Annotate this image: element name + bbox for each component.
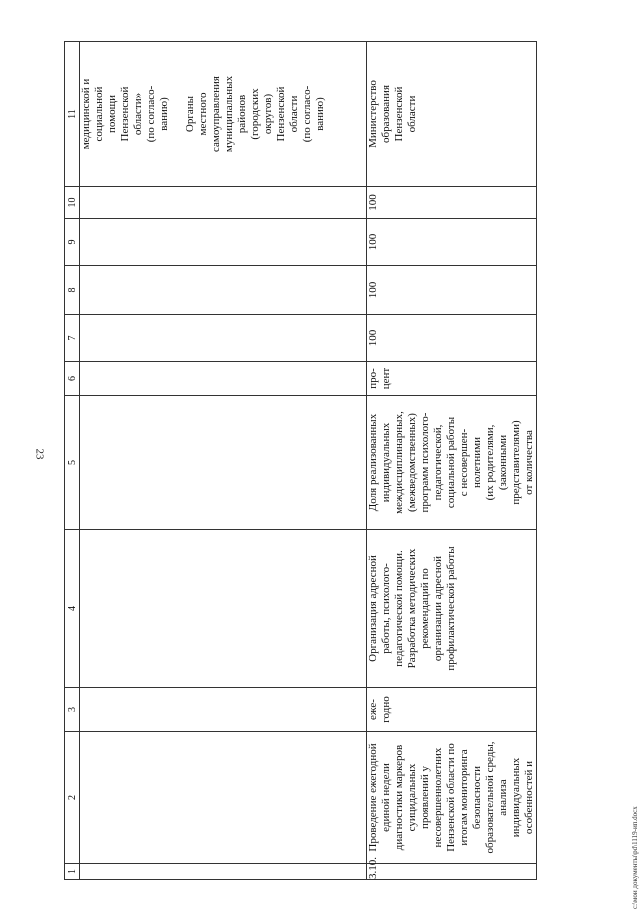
column-header-10: 10 bbox=[65, 187, 80, 219]
value-text: 100 bbox=[367, 233, 379, 251]
column-header-3: 3 bbox=[65, 688, 80, 732]
item-number-cell bbox=[367, 857, 537, 880]
value-text: 100 bbox=[367, 194, 379, 211]
table-cell bbox=[80, 362, 367, 396]
value-text: 100 bbox=[367, 281, 379, 299]
table-cell bbox=[80, 688, 367, 732]
value-cell bbox=[367, 187, 537, 219]
measures-table bbox=[64, 41, 537, 880]
deadline-cell bbox=[367, 688, 537, 732]
column-header-7: 7 bbox=[65, 315, 80, 362]
table-cell bbox=[80, 732, 367, 864]
value-cell bbox=[367, 315, 537, 362]
column-header-11: 11 bbox=[65, 42, 80, 187]
column-header-1: 1 bbox=[65, 864, 80, 880]
column-header-9: 9 bbox=[65, 219, 80, 266]
table-row bbox=[80, 42, 367, 880]
responsible-text: Министерство образования Пензенской области bbox=[367, 80, 418, 148]
column-header-8: 8 bbox=[65, 266, 80, 315]
page-number: 23 bbox=[33, 448, 46, 460]
table-cell bbox=[80, 396, 367, 530]
file-path-footer: c:\мои документы\pd\1119-ип.docx bbox=[631, 806, 639, 909]
responsible-cell-continued bbox=[80, 42, 367, 187]
value-cell bbox=[367, 219, 537, 266]
indicator-text: Доля реализованных индивидуальных междисциплинарных, (межведомственных) программ психолого- педагогической, социальной работы с несовершен- нолетними (их родителями, (законными представителями) от количества bbox=[367, 411, 535, 514]
table-header-row bbox=[65, 42, 80, 880]
unit-cell bbox=[367, 362, 537, 396]
table-cell bbox=[80, 530, 367, 688]
measure-name: Проведение ежегодной единой недели диагностики маркеров суицидальных проявлений у несовершеннолетних Пензенской области по итогам мониторинга безопасности образовательной среды, анализа индивидуальных особенностей и bbox=[367, 741, 535, 854]
value-cell bbox=[367, 266, 537, 315]
table-row bbox=[367, 42, 537, 880]
table-cell bbox=[80, 219, 367, 266]
column-header-5: 5 bbox=[65, 396, 80, 530]
unit-text: про- цент bbox=[367, 367, 392, 390]
table-cell bbox=[80, 187, 367, 219]
expected-result-cell bbox=[367, 530, 537, 688]
item-number: 3.10. bbox=[367, 857, 379, 879]
column-header-2: 2 bbox=[65, 732, 80, 864]
table-cell bbox=[80, 864, 367, 880]
table-cell bbox=[80, 266, 367, 315]
table-cell bbox=[80, 315, 367, 362]
deadline-text: еже- годно bbox=[367, 696, 392, 723]
value-text: 100 bbox=[367, 329, 379, 347]
responsible-continued-text: медицинской и социальной помощи Пензенской области» (по согласо- ванию) Органы местного самоуправления муниципальных районов (городских округов) Пензенской области (по согласо- ванию) bbox=[80, 75, 326, 153]
column-header-4: 4 bbox=[65, 530, 80, 688]
expected-result-text: Организация адресной работы, психолого- педагогической помощи. Разработка методических рекомендаций по организации адресной профилактической работы bbox=[367, 546, 457, 671]
rotated-table-container bbox=[64, 42, 535, 880]
responsible-cell bbox=[367, 42, 537, 187]
measure-name-cell bbox=[367, 732, 537, 864]
column-header-6: 6 bbox=[65, 362, 80, 396]
indicator-cell bbox=[367, 396, 537, 530]
